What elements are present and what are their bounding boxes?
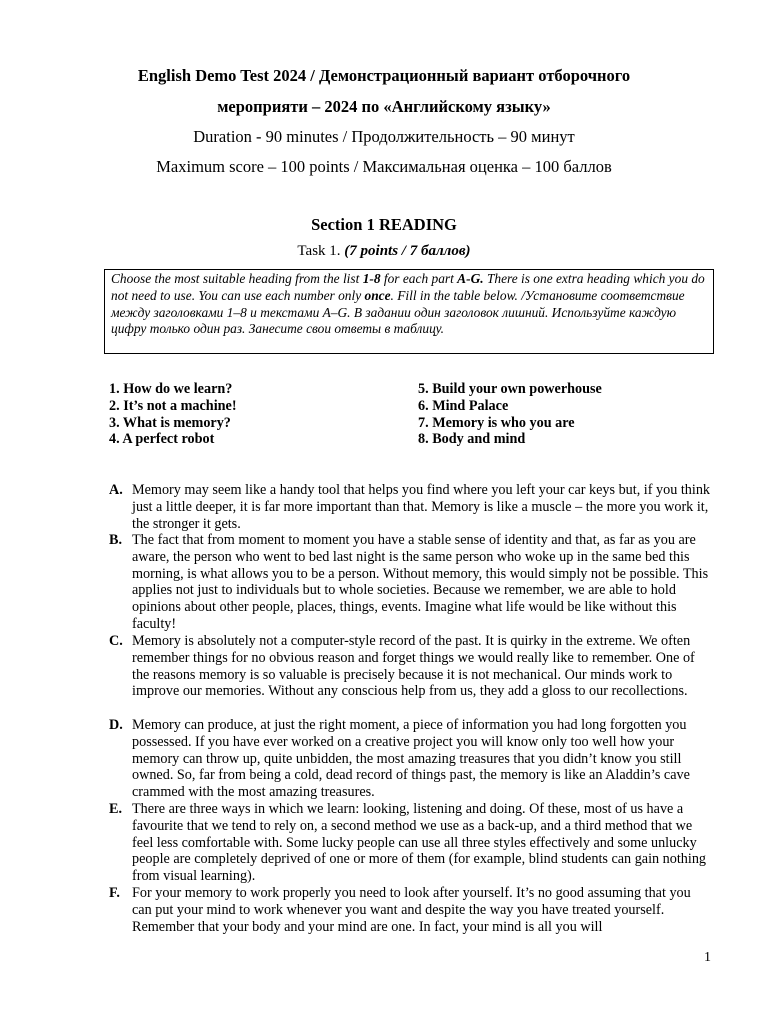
paragraph-label: E. — [109, 801, 123, 817]
paragraph-text: For your memory to work properly you need to look after yourself. It’s no good assuming that you can put your mind to work whenever you want and despite the way you have treated yourself. Remember that your body and your mind are one. In fact, your mind is all you will — [132, 885, 691, 935]
task-label: Task 1. — [297, 243, 341, 259]
paragraph-b — [109, 532, 711, 633]
paragraph-text: The fact that from moment to moment you have a stable sense of identity and that, as far as you are aware, the person who went to bed last night is the same person who woke up in the same bed this morning, is what allows you to be a person. Without memory, this would simply not be possible. This applies not just to individuals but to whole societies. Because we remember, we are able to hold opinions about other people, places, things, events. Imagine what life would be like without this faculty! — [132, 532, 709, 632]
instructions-bold-3: once — [364, 287, 391, 303]
task-points: (7 points / 7 баллов) — [344, 243, 471, 259]
paragraph-c — [109, 633, 711, 700]
paragraph-label: B. — [109, 532, 123, 548]
headings-list-right — [418, 381, 602, 448]
heading-item: 8. Body and mind — [418, 431, 526, 448]
heading-item: 1. How do we learn? — [109, 381, 233, 397]
paragraph-e — [109, 801, 711, 885]
instructions-bold-1: 1-8 — [362, 271, 381, 286]
paragraph-f — [109, 885, 711, 935]
page-number: 1 — [704, 950, 711, 965]
heading-item: 4. A perfect robot — [109, 431, 215, 448]
paragraph-text: Memory is absolutely not a computer-style record of the past. It is quirky in the extreme. We often remember things for no obvious reason and forget things we would really like to remember. One of the reasons memory is so valuable is precisely because it is not mechanical. Our minds work to improve our memories. Without any conscious help from us, they add a gloss to our recollections. — [132, 633, 695, 700]
paragraph-label: D. — [109, 717, 123, 733]
instructions-text-2: for each part — [380, 271, 458, 286]
paragraph-d — [109, 717, 711, 801]
paragraph-label: F. — [109, 885, 120, 901]
max-score-line: Maximum score – 100 points / Максимальная оценка – 100 баллов — [156, 157, 612, 176]
paragraph-label: C. — [109, 633, 123, 649]
task-heading — [0, 243, 768, 260]
paragraph-a — [109, 482, 711, 532]
headings-list-left — [109, 381, 237, 448]
heading-item: 3. What is memory? — [109, 414, 231, 431]
paragraph-label: A. — [109, 482, 123, 498]
instructions-bold-2: A-G. — [457, 271, 484, 286]
paragraph-text: Memory can produce, at just the right moment, a piece of information you had long forgotten you possessed. If you have ever worked on a creative project you will know only too well how your memory can throw up, quite unbidden, the most amazing treasures that you didn’t know you still owned. So, far from being a cold, dead record of things past, the memory is like an Aladdin’s cave crammed with the most amazing treasures. — [132, 717, 690, 801]
doc-title-line2: мероприяти – 2024 по «Английскому языку» — [217, 97, 551, 116]
instructions-text-4: . Fill in the table below. /Установите соответствие между заголовками 1–8 и текстами A–G. В задании один заголовок лишний. Используйте каждую цифру только один раз. Занесите свои ответы в таблицу. — [111, 287, 685, 337]
section-title: Section 1 READING — [311, 215, 457, 234]
duration-line: Duration - 90 minutes / Продолжительность – 90 минут — [193, 127, 575, 146]
paragraph-text: There are three ways in which we learn: looking, listening and doing. Of these, most of us have a favourite that we tend to rely on, a second method we use as a back-up, and a third method that we feel less comfortable with. Some lucky people can use all three styles effectively and some unlucky people are completely deprived of one or more of them (for example, blind students can gain nothing from visual learning). — [132, 801, 707, 885]
heading-item: 2. It’s not a machine! — [109, 397, 237, 414]
doc-title-line1: English Demo Test 2024 / Демонстрационный вариант отборочного — [137, 66, 631, 85]
instructions-text-1: Choose the most suitable heading from the list — [111, 271, 363, 286]
heading-item: 5. Build your own powerhouse — [418, 381, 602, 397]
heading-item: 7. Memory is who you are — [418, 414, 575, 431]
heading-item: 6. Mind Palace — [418, 397, 509, 414]
instructions-text-3: There is one extra heading which you do not need to use. You can use each number only — [111, 271, 705, 303]
instructions-box — [104, 269, 714, 354]
paragraph-text: Memory may seem like a handy tool that helps you find where you left your car keys but, if you think just a little deeper, it is far more important than that. Memory is like a muscle – the more you work it, the stronger it gets. — [132, 482, 711, 532]
